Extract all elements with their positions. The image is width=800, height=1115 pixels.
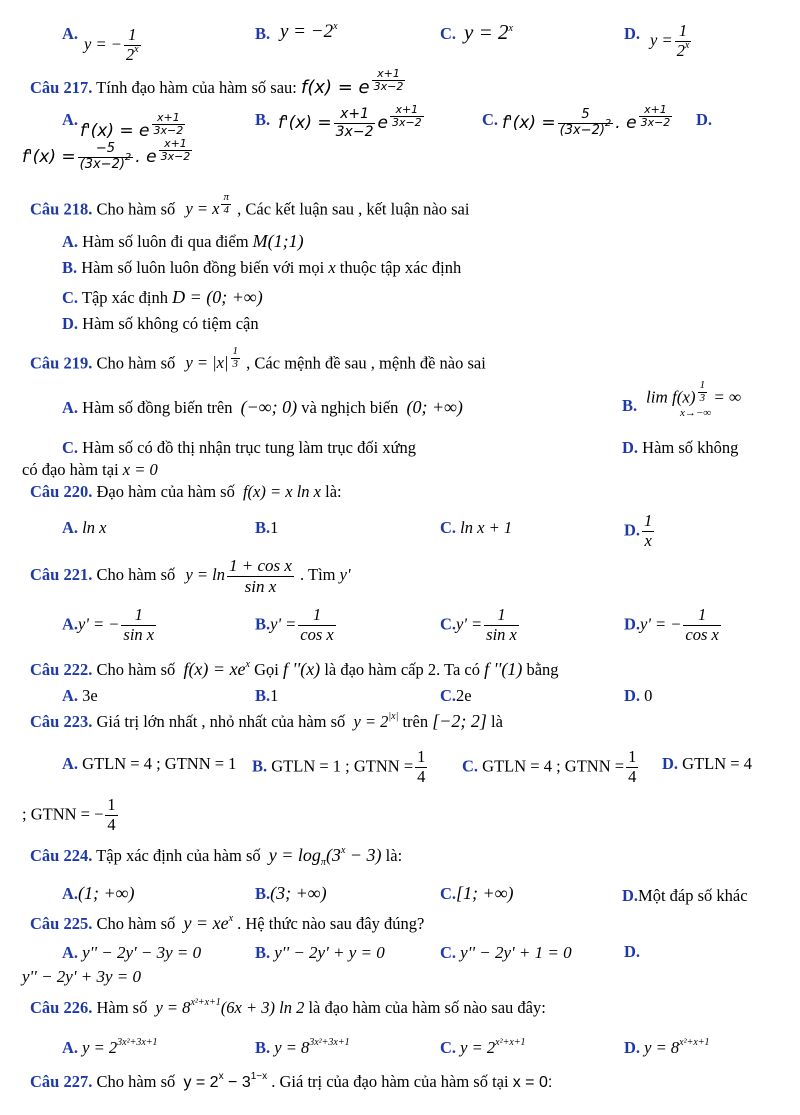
- q217-stem: [30, 68, 407, 97]
- limit-formula: lim f(x) $^{\frac{1}{3}}$ = ∞ x→−∞: [646, 379, 742, 420]
- question-number: Câu 221.: [30, 564, 93, 584]
- q223-option-d-cont: ; GTNN = − $\frac{1}{4}$: [22, 795, 116, 834]
- q219-option-d-cont: có đạo hàm tại x = 0: [22, 460, 158, 479]
- q219-stem: Câu 219. Cho hàm số y = |x| $^{\frac{1}{3}}$ , Các mệnh đề sau , mệnh đề nào sai: [30, 345, 486, 373]
- q226-options: A. $y = 2^{3x^2+3x+1}$ B. $y = 8^{3x^2+3x+1}$ C. $y = 2^{x^2+x+1}$ D. $y = 8^{x^2+x+1}$: [62, 1037, 710, 1057]
- q224-stem: Câu 224. Tập xác định của hàm số $y = \log_\pi(3^x - 3)$ là:: [30, 845, 403, 868]
- q225-options: A. y'' − 2y' − 3y = 0 B. y'' − 2y' + y = 0 C. y'' − 2y' + 1 = 0 D.: [62, 942, 641, 962]
- q218-option-d: D. Hàm số không có tiệm cận: [62, 314, 259, 333]
- q218-stem: Câu 218. Cho hàm số y = x $^{\frac{\pi}{4}}$ , Các kết luận sau , kết luận nào sai: [30, 191, 470, 219]
- option-d-label: D.: [696, 110, 713, 129]
- question-number: Câu 227.: [30, 1072, 93, 1091]
- question-text: Tính đạo hàm của hàm số sau:: [96, 78, 297, 98]
- q227-stem: Câu 227. Cho hàm số $y = 2^x - 3^{1-x}$ . Giá trị của đạo hàm của hàm số tại x = 0:: [30, 1071, 553, 1091]
- option-b-label: B.: [255, 110, 271, 129]
- option-c-formula: $y = 2^x$: [464, 20, 513, 44]
- q222-stem: Câu 222. Cho hàm số $f(x) = xe^x$ Gọi f ''(x) là đạo hàm cấp 2. Ta có f ''(1) bằng: [30, 659, 559, 679]
- option-a-label: A.: [62, 110, 79, 129]
- option-d-formula: y = $\frac{1}{2^x}$: [650, 21, 690, 60]
- q225-option-d-cont: y'' − 2y' + 3y = 0: [22, 967, 141, 986]
- q223-options: A. GTLN = 4 ; GTNN = 1 B. GTLN = 1 ; GTNN = $\frac{1}{4}$ C. GTLN = 4 ; GTNN = $\frac{1}{4}$ D. GTLN = 4: [62, 747, 752, 786]
- option-b-label: B.: [255, 24, 271, 43]
- q216-options: [62, 20, 762, 64]
- q223-stem: Câu 223. Giá trị lớn nhất , nhỏ nhất của hàm số $y = 2^{|x|}$ trên [−2; 2] là: [30, 711, 503, 731]
- question-number: Câu 224.: [30, 846, 93, 865]
- question-number: Câu 217.: [30, 78, 93, 98]
- question-number: Câu 218.: [30, 199, 93, 219]
- q218-option-b: B. Hàm số luôn luôn đồng biến với mọi x thuộc tập xác định: [62, 258, 462, 277]
- option-b-formula: $y = -2^x$: [280, 21, 338, 42]
- question-number: Câu 220.: [30, 482, 93, 501]
- option-c-formula: f'(x) = $\frac{5}{(3x-2)^2}$ . e $^{\frac{x+1}{3x-2}}$: [502, 103, 671, 138]
- q219-option-c: C. Hàm số có đồ thị nhận trục tung làm trục đối xứng D. Hàm số không: [62, 438, 739, 457]
- q221-stem: Câu 221. Cho hàm số y = ln $\frac{\text{1 + cos x}}{\text{sin x}}$ . Tìm y': [30, 556, 351, 596]
- function-formula: f(x) = e $^{\frac{x+1}{3x-2}}$: [301, 67, 404, 99]
- option-c-label: C.: [440, 24, 457, 43]
- q220-stem: Câu 220. Đạo hàm của hàm số f(x) = x ln x là:: [30, 482, 342, 501]
- q218-option-c: C. Tập xác định D = (0; +∞): [62, 287, 263, 307]
- q224-options: A.(1; +∞) B.(3; +∞) C.[1; +∞) D.Một đáp số khác: [62, 883, 748, 905]
- q217-option-d-formula: f'(x) = $\frac{-5}{(3x-2)^2}$ . e $^{\frac{x+1}{3x-2}}$: [22, 137, 191, 172]
- question-number: Câu 223.: [30, 712, 93, 731]
- option-b-formula: f'(x) = $\frac{x+1}{3x-2}$ e $^{\frac{x+1}{3x-2}}$: [278, 103, 422, 140]
- option-a-label: A.: [62, 24, 79, 43]
- question-number: Câu 225.: [30, 914, 93, 933]
- q219-options-ab: A. Hàm số đồng biến trên (−∞; 0) và nghịch biến (0; +∞) B. lim f(x) $^{\frac{1}{3}}$ = ∞ x→−∞: [62, 379, 742, 420]
- q217-options: [62, 103, 782, 142]
- function-formula: y = |x| $^{\frac{1}{3}}$: [185, 345, 239, 373]
- q226-stem: Câu 226. Hàm số $y = 8^{x^2+x+1}(6x + 3)$ ln 2 là đạo hàm của hàm số nào sau đây:: [30, 997, 546, 1017]
- q218-option-a: A. Hàm số luôn đi qua điểm M(1;1): [62, 231, 304, 251]
- option-c-label: C.: [482, 110, 499, 129]
- question-number: Câu 222.: [30, 660, 93, 679]
- option-d-label: D.: [624, 24, 641, 43]
- question-number: Câu 219.: [30, 353, 93, 373]
- option-a-formula: f'(x) = e $^{\frac{x+1}{3x-2}}$: [80, 111, 184, 142]
- q221-options: A.y' = − $\frac{1}{\text{sin x}}$ B.y' = $\frac{1}{\text{cos x}}$ C.y' = $\frac{1}{\text{sin x}}$ D.y' = − $\frac{1}{\text{cos x}}$: [62, 605, 719, 644]
- option-a-formula: y = − $\frac{1}{2^x}$: [84, 25, 139, 64]
- q220-options: A. ln x B.1 C. ln x + 1 D. $\frac{1}{x}$: [62, 511, 653, 550]
- q222-options: A. 3e B.1 C.2e D. 0: [62, 686, 653, 705]
- question-number: Câu 226.: [30, 998, 93, 1017]
- q225-stem: Câu 225. Cho hàm số $y = xe^x$ . Hệ thức nào sau đây đúng?: [30, 913, 425, 933]
- function-formula: y = x $^{\frac{\pi}{4}}$: [185, 191, 229, 219]
